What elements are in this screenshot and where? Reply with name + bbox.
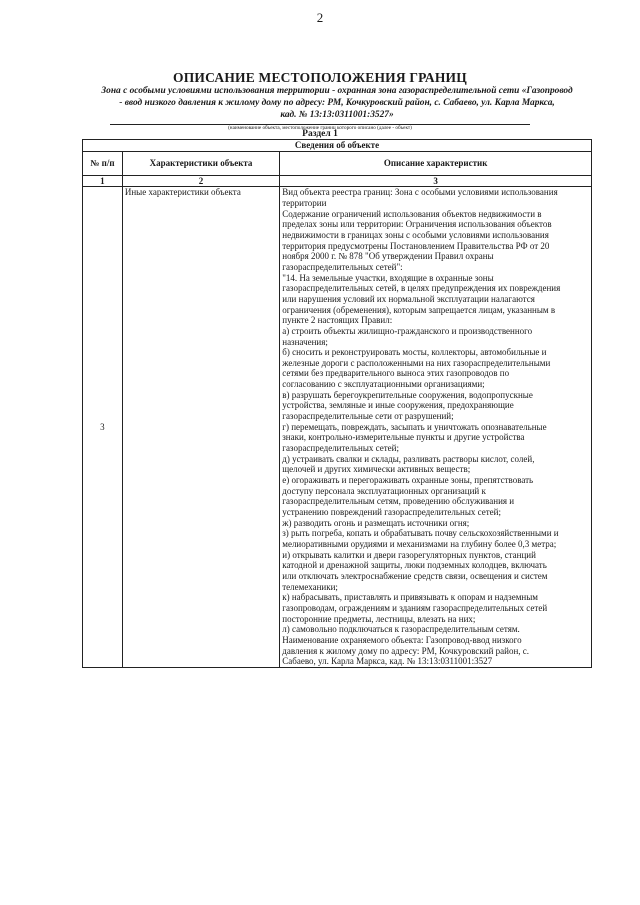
subtitle-line: - ввод низкого давления к жилому дому по адресу: РМ, Кочкуровский район, с. Сабаево, ул. Карла Маркса, (119, 97, 555, 108)
description-line: а) строить объекты жилищно-гражданского и производственного (282, 325, 533, 336)
description-line: б) сносить и реконструировать мосты, коллекторы, автомобильные и (282, 347, 547, 358)
description-line: назначения; (282, 336, 328, 347)
table-group-header: Сведения об объекте (83, 140, 592, 152)
description-line: д) устраивать свалки и склады, разливать растворы кислот, солей, (282, 453, 535, 464)
description-line: газораспределительных сетей, в целях предупреждения их повреждения (282, 283, 561, 294)
description-line: л) самовольно подключаться к газораспределительным сетям. (282, 624, 520, 635)
table-row (83, 187, 592, 668)
description-line: пределах зоны или территории: Ограничения использования объектов (282, 219, 552, 230)
column-header-number: № п/п (83, 151, 123, 175)
document-subtitle (82, 86, 592, 121)
description-line: Наименование охраняемого объекта: Газопровод-ввод низкого (282, 634, 522, 645)
section-heading: Раздел 1 (302, 129, 338, 139)
subtitle-line: Зона с особыми условиями использования территории - охранная зона газораспределительной сети «Газопровод (101, 86, 573, 96)
description-line: посторонние предметы, лестницы, влезать на них; (282, 613, 476, 624)
column-number-3: 3 (280, 175, 592, 187)
description-line: газопроводам, ограждениям и зданиям газораспределительных сетей (282, 602, 548, 613)
description-line: и) открывать калитки и двери газорегуляторных пунктов, станций (282, 549, 536, 560)
description-line: железные дороги с расположенными на них газораспределительными (282, 357, 551, 368)
description-line: катодной и дренажной защиты, люки подземных колодцев, включать (282, 560, 547, 571)
object-caption: (наименование объекта, местоположение границ которого описано (далее - объект) (228, 125, 412, 131)
description-line: сетями без предварительного выноса этих газопроводов по (282, 368, 510, 379)
description-line: Вид объекта реестра границ: Зона с особыми условиями использования (282, 187, 558, 198)
description-line: устройства, земляные и иные сооружения, предохраняющие (282, 400, 514, 411)
description-line: г) перемещать, повреждать, засыпать и уничтожать опознавательные (282, 421, 547, 432)
description-line: газораспределительным сетям, проведению обслуживания и (282, 496, 515, 507)
subtitle-line: кад. № 13:13:0311001:3527» (280, 109, 394, 120)
description-line: территория предусмотрены Постановлением Правительства РФ от 20 (282, 240, 550, 251)
column-number-1: 1 (83, 175, 123, 187)
description-line: доступу персонала эксплуатационных организаций к (282, 485, 486, 496)
description-line: газораспределительных сетей": (282, 261, 403, 272)
description-line: к) набрасывать, приставлять и привязывать к опорам и надземным (282, 592, 538, 603)
description-line: щелочей и других химически активных веществ; (282, 464, 471, 475)
description-line: газораспределительных сетей; (282, 443, 399, 454)
description-line: пункте 2 настоящих Правил: (282, 315, 393, 326)
description-line: или нарушения условий их нормальной эксплуатации налагаются (282, 293, 535, 304)
description-line: газораспределительные сети от разрушений; (282, 411, 454, 422)
description-line: ограничения (обременения), которым запрещается лицам, указанным в (282, 304, 556, 315)
document-title: ОПИСАНИЕ МЕСТОПОЛОЖЕНИЯ ГРАНИЦ (173, 70, 467, 85)
page-number: 2 (316, 10, 324, 25)
row-description (280, 187, 592, 668)
description-line: е) огораживать и перегораживать охранные зоны, препятствовать (282, 475, 534, 486)
description-line: телемеханики; (282, 581, 338, 592)
description-line: Содержание ограничений использования объектов недвижимости в (282, 208, 542, 219)
description-line: ж) разводить огонь и размещать источники огня; (282, 517, 470, 528)
description-line: согласованию с эксплуатационными организациями; (282, 379, 485, 390)
description-line: давления к жилому дому по адресу: РМ, Кочкуровский район, с. (282, 645, 530, 656)
description-line: устранению повреждений газораспределительных сетей; (282, 507, 501, 517)
description-line: Сабаево, ул. Карла Маркса, кад. № 13:13:0311001:3527 (282, 656, 493, 667)
description-line: з) рыть погреба, копать и обрабатывать почву сельскохозяйственными и (282, 528, 559, 539)
description-line: "14. На земельные участки, входящие в охранные зоны (282, 272, 494, 283)
description-line: знаки, контрольно-измерительные пункты и другие устройства (282, 432, 525, 443)
row-characteristic: Иные характеристики объекта (122, 187, 279, 668)
description-line: недвижимости в границах зоны с особыми условиями использования (282, 229, 549, 240)
description-line: территории (282, 197, 327, 208)
column-header-characteristic: Характеристики объекта (122, 151, 279, 175)
column-number-2: 2 (122, 175, 279, 187)
description-line: мелиоративными орудиями и механизмами на глубину более 0,3 метра; (282, 538, 557, 549)
row-number: 3 (83, 187, 123, 668)
description-line: в) разрушать берегоукрепительные сооружения, водопропускные (282, 389, 533, 400)
object-info-table (82, 139, 592, 668)
description-line: ноября 2000 г. № 878 "Об утверждении Правил охраны (282, 251, 494, 262)
description-line: или отключать электроснабжение средств связи, освещения и систем (282, 570, 548, 581)
column-header-description: Описание характеристик (280, 151, 592, 175)
